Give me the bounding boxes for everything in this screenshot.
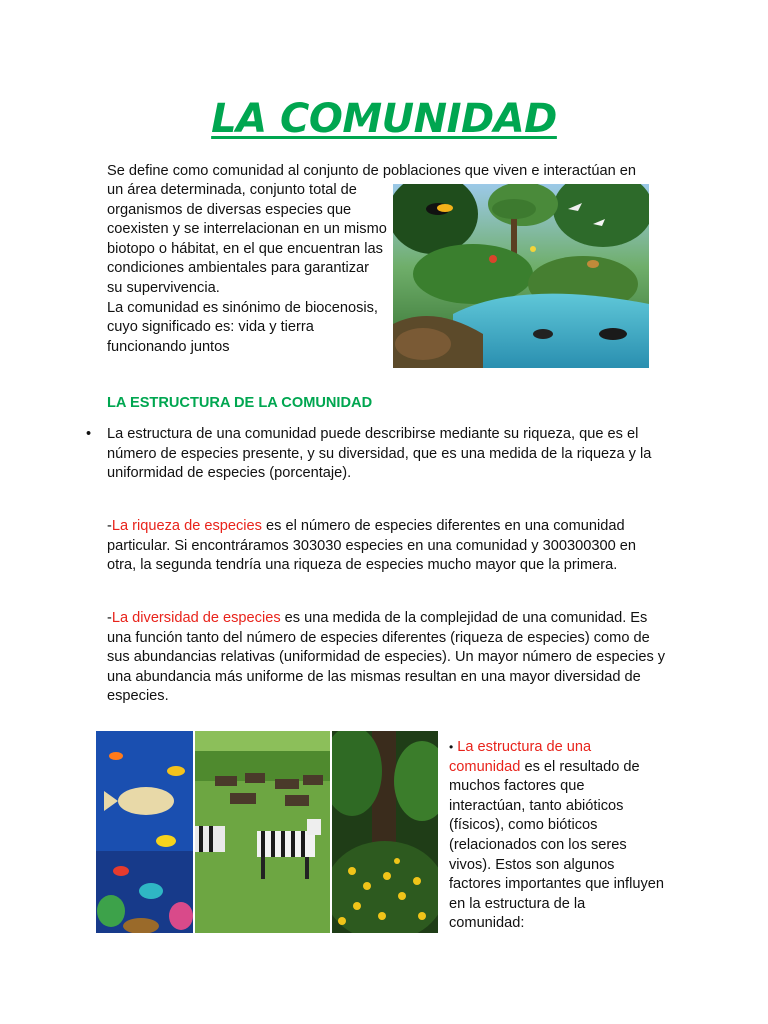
intro-synonym: La comunidad es sinónimo de biocenosis, cuyo significado es: vida y tierra funcionando juntos	[107, 299, 378, 355]
side-note-term: La estructura de una comunidad	[449, 739, 592, 775]
diversidad-prefix: -	[107, 610, 112, 626]
community-structure-note	[449, 738, 664, 934]
side-bullet-marker: •	[449, 740, 454, 754]
riqueza-paragraph	[107, 517, 662, 576]
section-heading: LA ESTRUCTURA DE LA COMUNIDAD	[107, 395, 373, 411]
side-note-text: es el resultado de muchos factores que interactúan, tanto abióticos (físicos), como bióticos (relacionados con los seres vivos). Estos son algunos factores importantes que influyen en la estructura de la comunidad:	[449, 758, 664, 932]
bullet-marker: •	[86, 426, 92, 442]
diversidad-text: es una medida de la complejidad de una comunidad. Es una función tanto del número de especies diferentes (riqueza de especies) como de sus abundancias relativas (uniformidad de especies). Un mayor número de especies y una abundancia más uniforme de las mismas resultan en una mayor diversidad de especies.	[107, 610, 666, 705]
savanna-photo	[195, 731, 330, 933]
forest-photo	[332, 731, 438, 933]
intro-paragraph	[107, 181, 387, 357]
diversidad-term: La diversidad de especies	[111, 610, 281, 626]
riqueza-term: La riqueza de especies	[111, 518, 262, 534]
riqueza-prefix: -	[107, 518, 112, 534]
intro-first-line: Se define como comunidad al conjunto de poblaciones que viven e interactúan en	[107, 163, 636, 179]
coral-reef-photo	[96, 731, 193, 933]
ecosystem-illustration	[393, 184, 649, 368]
riqueza-text: es el número de especies diferentes en una comunidad particular. Si encontráramos 303030 especies en una comunidad y 300300300 en otra, la segunda tendría una riqueza de especies mucho mayor que la primera.	[107, 518, 636, 574]
page-title: LA COMUNIDAD	[211, 96, 557, 142]
intro-definition: un área determinada, conjunto total de organismos de diversas especies que coexisten y se interrelacionan en un mismo biotopo o hábitat, en el que encuentran las condiciones ambientales para garantizar su supervivencia.	[107, 182, 387, 296]
structure-bullet: La estructura de una comunidad puede describirse mediante su riqueza, que es el número de especies presente, y su diversidad, que es una medida de la riqueza y la uniformidad de especies (porcentaje).	[107, 426, 652, 482]
diversidad-paragraph	[107, 609, 667, 707]
